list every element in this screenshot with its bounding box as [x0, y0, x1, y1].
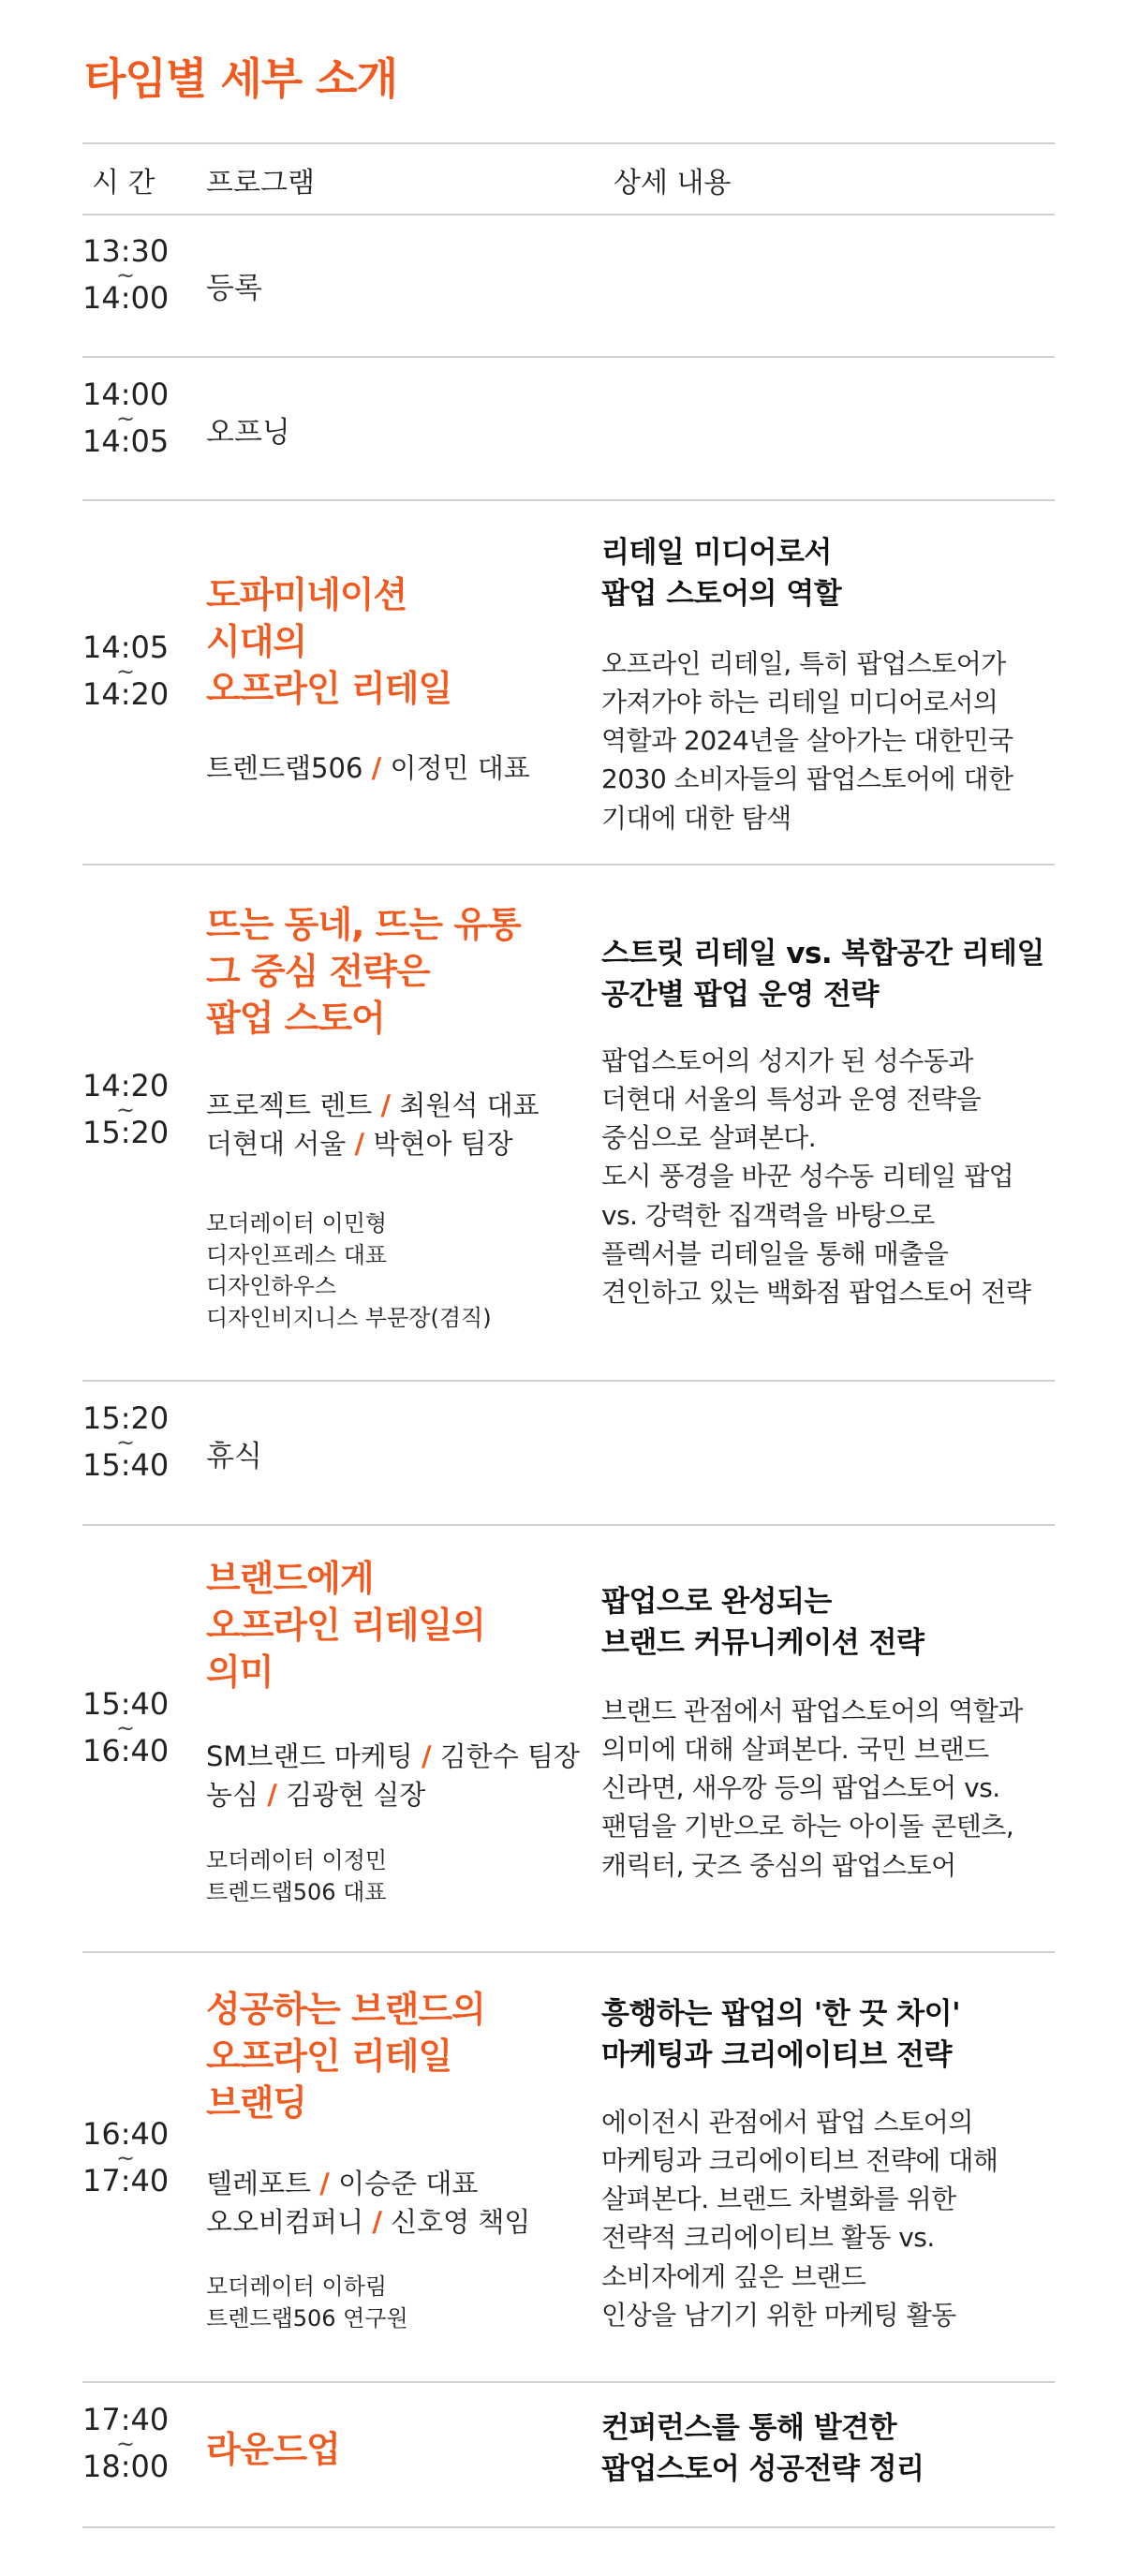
start-time: 14:05	[82, 629, 170, 665]
session-title-line: 오프라인 리테일	[206, 668, 452, 710]
end-time: 15:40	[82, 1447, 170, 1484]
program-name: 등록	[206, 272, 262, 305]
session-title-line: 의미	[206, 1651, 274, 1694]
row-divider	[82, 1524, 1055, 1526]
detail-body	[601, 1042, 1070, 1311]
speaker-slash: /	[354, 1127, 365, 1160]
detail-line: 신라면, 새우깡 등의 팝업스토어 vs.	[601, 1772, 1000, 1804]
detail-line: 더현대 서울의 특성과 운영 전략을	[601, 1084, 982, 1116]
page-title: 타임별 세부 소개	[84, 53, 398, 104]
session-title-line: 시대의	[206, 621, 307, 663]
time-separator: ~	[115, 1714, 136, 1741]
speaker	[206, 1776, 599, 1814]
session-title-line: 도파미네이션	[206, 574, 407, 615]
detail-title	[601, 933, 1060, 1015]
session-time	[82, 1400, 170, 1484]
header-time: 시 간	[92, 167, 155, 200]
speaker-list	[206, 1087, 599, 1162]
speaker-slash: /	[267, 1778, 277, 1811]
session-title-line: 라운드업	[206, 2429, 340, 2470]
detail-title-line: 팝업으로 완성되는	[601, 1585, 832, 1619]
detail-line: 살펴본다. 브랜드 차별화를 위한	[601, 2184, 956, 2215]
session-time	[82, 1068, 170, 1151]
speaker-list	[206, 2165, 599, 2241]
table-top-divider	[82, 142, 1055, 144]
moderator-info	[206, 1845, 599, 1908]
session-title	[206, 571, 599, 712]
detail-line: 중심으로 살펴본다.	[601, 1122, 817, 1154]
detail-title	[601, 2407, 1060, 2490]
session-time	[82, 1686, 170, 1769]
speaker-slash: /	[371, 752, 382, 784]
session-title	[206, 2426, 599, 2473]
speaker-org: 오오비컴퍼니	[206, 2205, 364, 2238]
moderator-line: 디자인하우스	[206, 1273, 337, 1300]
time-separator: ~	[115, 1429, 136, 1456]
detail-line: 팝업스토어의 성지가 된 성수동과	[601, 1045, 973, 1076]
detail-body	[601, 2103, 1070, 2334]
program-name: 오프닝	[206, 416, 290, 450]
start-time: 14:20	[82, 1068, 170, 1103]
speaker-person: 최원석 대표	[399, 1089, 540, 1121]
time-separator: ~	[115, 405, 136, 432]
time-separator: ~	[115, 2430, 136, 2457]
detail-line: vs. 강력한 집객력을 바탕으로	[601, 1199, 935, 1231]
speaker	[206, 1087, 599, 1125]
detail-body	[601, 644, 1070, 837]
start-time: 13:30	[82, 233, 170, 269]
session-time	[82, 629, 170, 713]
detail-title-line: 팝업스토어 성공전략 정리	[601, 2452, 924, 2487]
end-time: 16:40	[82, 1733, 170, 1769]
detail-line: 가져가야 하는 리테일 미디어로서의	[601, 687, 998, 718]
detail-title-line: 브랜드 커뮤니케이션 전략	[601, 1626, 924, 1661]
start-time: 15:40	[82, 1686, 170, 1722]
speaker	[206, 749, 599, 788]
speaker-person: 김광현 실장	[286, 1778, 426, 1811]
detail-line: 전략적 크리에이티브 활동 vs.	[601, 2222, 935, 2254]
speaker-slash: /	[372, 2205, 382, 2238]
detail-title-line: 리테일 미디어로서	[601, 536, 832, 570]
start-time: 15:20	[82, 1400, 170, 1436]
detail-line: 도시 풍경을 바꾼 성수동 리테일 팝업	[601, 1161, 1014, 1192]
speaker-person: 박현아 팀장	[373, 1127, 513, 1160]
start-time: 16:40	[82, 2116, 170, 2152]
detail-title-line: 흥행하는 팝업의 '한 끗 차이'	[601, 1997, 961, 2031]
session-title-line: 그 중심 전략은	[206, 951, 430, 993]
header-detail: 상세 내용	[614, 167, 732, 200]
speaker-org: 텔레포트	[206, 2168, 312, 2199]
row-divider	[82, 499, 1055, 501]
end-time: 14:20	[82, 676, 170, 713]
end-time: 15:20	[82, 1115, 170, 1151]
detail-title	[601, 532, 1060, 614]
session-title-line: 브랜드에게	[206, 1558, 374, 1599]
moderator-line: 디자인프레스 대표	[206, 1241, 388, 1268]
end-time: 14:00	[82, 280, 170, 317]
detail-line: 견인하고 있는 백화점 팝업스토어 전략	[601, 1276, 1031, 1308]
speaker	[206, 1738, 599, 1776]
time-separator: ~	[115, 2144, 136, 2171]
detail-title-line: 공간별 팝업 운영 전략	[601, 978, 879, 1013]
session-title-line: 오프라인 리테일	[206, 2036, 452, 2078]
detail-line: 역할과 2024년을 살아가는 대한민국	[601, 725, 1013, 757]
header-program: 프로그램	[206, 167, 315, 200]
time-separator: ~	[115, 261, 136, 289]
detail-line: 의미에 대해 살펴본다. 국민 브랜드	[601, 1734, 989, 1766]
end-time: 14:05	[82, 423, 170, 460]
table-bottom-divider	[82, 2526, 1055, 2528]
header-divider	[82, 214, 1055, 215]
detail-line: 브랜드 관점에서 팝업스토어의 역할과	[601, 1695, 1023, 1726]
session-title	[206, 1986, 599, 2126]
session-title-line: 오프라인 리테일의	[206, 1605, 485, 1647]
detail-line: 팬덤을 기반으로 하는 아이돌 콘텐츠,	[601, 1811, 1014, 1843]
row-divider	[82, 864, 1055, 866]
moderator-line: 모더레이터 이정민	[206, 1847, 388, 1873]
end-time: 17:40	[82, 2163, 170, 2199]
end-time: 18:00	[82, 2449, 170, 2485]
speaker-person: 이정민 대표	[390, 752, 530, 784]
session-title-line: 성공하는 브랜드의	[206, 1989, 485, 2030]
detail-line: 기대에 대한 탐색	[601, 802, 791, 834]
moderator-line: 모더레이터 이민형	[206, 1210, 388, 1236]
speaker-person: 신호영 책임	[391, 2205, 531, 2238]
detail-title	[601, 1993, 1060, 2076]
session-title-line: 뜨는 동네, 뜨는 유통	[206, 904, 521, 945]
detail-line: 캐릭터, 굿즈 중심의 팝업스토어	[601, 1849, 956, 1881]
speaker-slash: /	[421, 1740, 432, 1772]
speaker-list	[206, 1738, 599, 1814]
speaker-org: SM브랜드 마케팅	[206, 1740, 413, 1772]
speaker-list	[206, 749, 599, 788]
detail-line: 에이전시 관점에서 팝업 스토어의	[601, 2107, 973, 2138]
row-divider	[82, 1951, 1055, 1953]
session-time	[82, 2402, 170, 2485]
detail-title-line: 마케팅과 크리에이티브 전략	[601, 2038, 952, 2073]
detail-title-line: 컨퍼런스를 통해 발견한	[601, 2411, 897, 2445]
start-time: 17:40	[82, 2402, 170, 2437]
detail-title	[601, 1581, 1060, 1664]
speaker	[206, 2203, 599, 2242]
speaker-slash: /	[380, 1089, 392, 1121]
detail-line: 소비자에게 깊은 브랜드	[601, 2260, 866, 2292]
detail-title-line: 팝업 스토어의 역할	[601, 577, 842, 612]
session-time	[82, 2116, 170, 2199]
speaker-org: 더현대 서울	[206, 1127, 347, 1160]
time-separator: ~	[115, 1096, 136, 1123]
moderator-line: 모더레이터 이하림	[206, 2273, 388, 2300]
moderator-info	[206, 2272, 599, 2334]
detail-line: 플렉서블 리테일을 통해 매출을	[601, 1237, 949, 1269]
session-title-line: 브랜딩	[206, 2082, 307, 2124]
speaker-org: 프로젝트 렌트	[206, 1089, 373, 1121]
row-divider	[82, 1380, 1055, 1382]
start-time: 14:00	[82, 377, 170, 412]
moderator-line: 트렌드랩506 연구원	[206, 2304, 408, 2332]
session-title	[206, 901, 599, 1042]
speaker	[206, 2165, 599, 2203]
time-separator: ~	[115, 658, 136, 685]
speaker-person: 이승준 대표	[338, 2168, 479, 2199]
speaker-person: 김한수 팀장	[439, 1740, 581, 1772]
detail-line: 마케팅과 크리에이티브 전략에 대해	[601, 2145, 998, 2177]
detail-line: 2030 소비자들의 팝업스토어에 대한	[601, 763, 1013, 795]
program-name: 휴식	[206, 1440, 262, 1473]
session-time	[82, 233, 170, 317]
detail-line: 오프라인 리테일, 특히 팝업스토어가	[601, 648, 1006, 679]
moderator-info	[206, 1208, 599, 1334]
speaker-slash: /	[319, 2168, 330, 2199]
moderator-line: 트렌드랩506 대표	[206, 1878, 387, 1905]
detail-body	[601, 1692, 1070, 1885]
session-title-line: 팝업 스토어	[206, 998, 385, 1040]
row-divider	[82, 356, 1055, 358]
detail-title-line: 스트릿 리테일 vs. 복합공간 리테일	[601, 937, 1044, 970]
session-time	[82, 379, 169, 458]
detail-line: 인상을 남기기 위한 마케팅 활동	[601, 2299, 956, 2331]
session-title	[206, 1555, 599, 1695]
row-divider	[82, 2381, 1055, 2383]
speaker	[206, 1125, 599, 1163]
speaker-org: 농심	[206, 1778, 259, 1811]
speaker-org: 트렌드랩506	[206, 752, 363, 784]
moderator-line: 디자인비지니스 부문장(겸직)	[206, 1304, 492, 1331]
